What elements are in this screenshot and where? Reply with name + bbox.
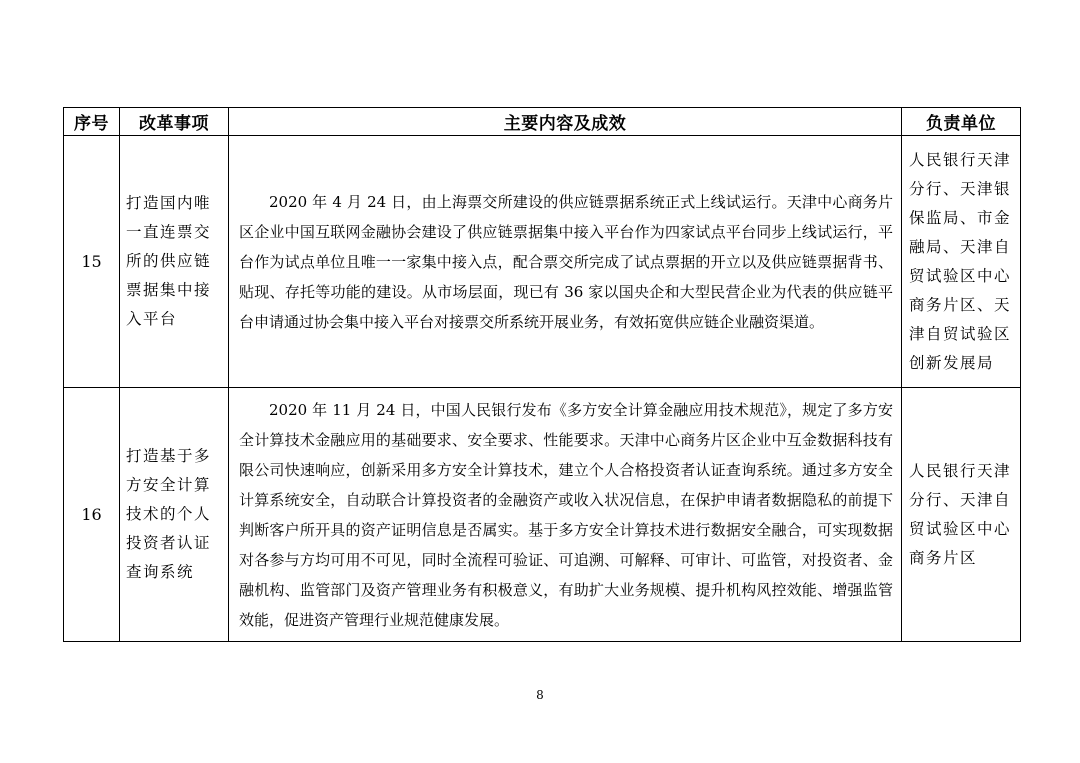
responsible-unit: 人民银行天津分行、天津银保监局、市金融局、天津自贸试验区中心商务片区、天津自贸试验区创新发展局 — [902, 136, 1021, 388]
content-text: 2020 年 11 月 24 日，中国人民银行发布《多方安全计算金融应用技术规范》，规定了多方安全计算技术金融应用的基础要求、安全要求、性能要求。天津中心商务片区企业中互金数据科技有限公司快速响应，创新采用多方安全计算技术，建立个人合格投资者认证查询系统。通过多方安全计算系统安全，自动联合计算投资者的金融资产或收入状况信息，在保护申请者数据隐私的前提下判断客户所开具的资产证明信息是否属实。基于多方安全计算技术进行数据安全融合，可实现数据对各参与方均可用不可见，同时全流程可验证、可追溯、可解释、可审计、可监管，对投资者、金融机构、监管部门及资产管理业务有积极意义，有助扩大业务规模、提升机构风控效能、增强监管效能，促进资产管理行业规范健康发展。 — [239, 400, 893, 629]
page-number: 8 — [536, 688, 544, 702]
header-content: 主要内容及成效 — [229, 108, 902, 136]
header-no: 序号 — [64, 108, 120, 136]
main-content — [229, 388, 902, 642]
reform-item: 打造国内唯一直连票交所的供应链票据集中接入平台 — [120, 136, 229, 388]
header-item: 改革事项 — [120, 108, 229, 136]
row-number: 16 — [64, 388, 120, 642]
table-header-row — [64, 108, 1021, 136]
main-content — [229, 136, 902, 388]
table-row — [64, 136, 1021, 388]
header-unit: 负责单位 — [902, 108, 1021, 136]
reform-item: 打造基于多方安全计算技术的个人投资者认证查询系统 — [120, 388, 229, 642]
table-row — [64, 388, 1021, 642]
row-number: 15 — [64, 136, 120, 388]
reform-table — [63, 107, 1021, 642]
responsible-unit: 人民银行天津分行、天津自贸试验区中心商务片区 — [902, 388, 1021, 642]
content-text: 2020 年 4 月 24 日，由上海票交所建设的供应链票据系统正式上线试运行。天津中心商务片区企业中国互联网金融协会建设了供应链票据集中接入平台作为四家试点平台同步上线试运行，平台作为试点单位且唯一一家集中接入点，配合票交所完成了试点票据的开立以及供应链票据背书、贴现、存托等功能的建设。从市场层面，现已有 36 家以国央企和大型民营企业为代表的供应链平台申请通过协会集中接入平台对接票交所系统开展业务，有效拓宽供应链企业融资渠道。 — [239, 192, 893, 331]
